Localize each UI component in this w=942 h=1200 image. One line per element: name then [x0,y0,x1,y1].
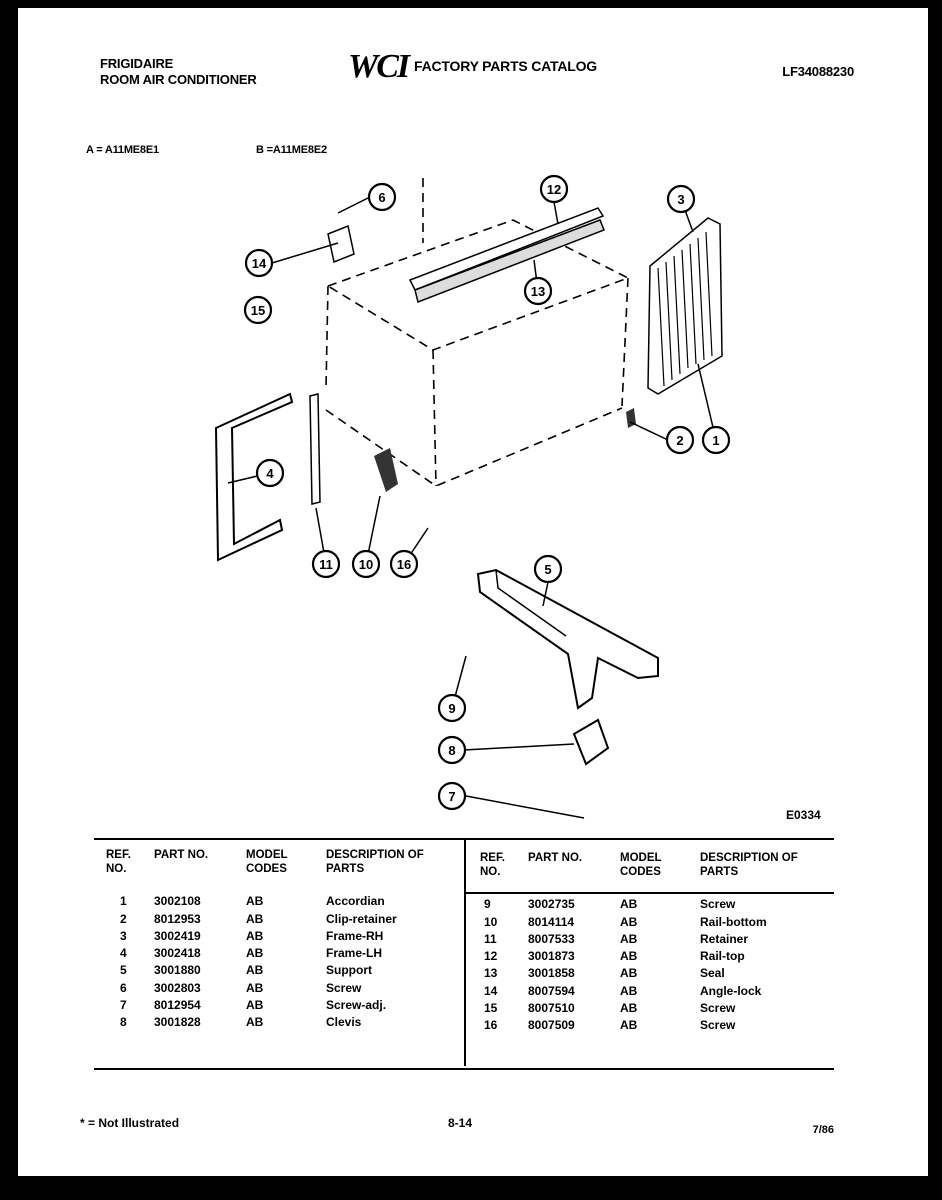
model-codes: AB [246,980,264,995]
part-description: Frame-LH [326,946,383,961]
callout-5 [535,556,561,582]
page-number: 8-14 [448,1116,473,1130]
table-header-row [106,848,456,876]
rail-top-part [410,208,604,302]
model-codes: AB [246,894,264,909]
table-row [480,1017,830,1034]
col-ref-header: REF. NO. [106,849,131,875]
col-codes-header: MODEL CODES [246,849,288,875]
table-row [480,983,830,1000]
callout-leaders [228,197,716,818]
part-no: 3001828 [154,1015,201,1030]
catalog-number: LF34088230 [782,64,854,79]
table-row [480,896,830,913]
callout-14 [246,250,272,276]
brand-name: FRIGIDAIRE [100,56,174,71]
svg-text:9: 9 [448,701,456,716]
model-codes: AB [620,931,638,946]
table-row [106,945,456,962]
table-row [480,1000,830,1017]
part-description: Support [326,963,372,978]
catalog-page [18,8,928,1176]
part-description: Screw-adj. [326,998,387,1013]
part-no: 8007533 [528,931,575,946]
ref-no: 3 [120,928,127,943]
svg-text:1: 1 [712,433,720,448]
col-part-header: PART NO. [154,849,209,861]
model-codes: AB [246,928,264,943]
svg-text:5: 5 [544,562,552,577]
model-codes: AB [246,998,264,1013]
ref-no: 13 [484,966,498,981]
table-header-row [480,851,830,879]
callout-2 [667,427,693,453]
svg-text:7: 7 [448,789,456,804]
part-description: Clip-retainer [326,911,397,926]
diagram-code: E0334 [786,808,821,822]
ref-no: 12 [484,949,498,964]
part-description: Screw [700,1018,736,1033]
svg-text:15: 15 [250,303,266,318]
catalog-title: FACTORY PARTS CATALOG [414,58,597,74]
product-type: ROOM AIR CONDITIONER [100,72,257,87]
table-divider [464,838,466,1066]
ref-no: 7 [120,998,127,1013]
clip-retainer-part [626,408,636,428]
svg-text:2: 2 [676,433,684,448]
exploded-parts-diagram [18,8,928,828]
part-description: Clevis [326,1015,362,1030]
part-description: Retainer [700,931,749,946]
rail-bottom-part [374,448,398,492]
callout-8 [439,737,465,763]
ref-no: 15 [484,1001,498,1016]
svg-text:3: 3 [677,192,685,207]
svg-text:4: 4 [266,466,274,481]
parts-table-right [480,851,830,1035]
model-codes: AB [620,966,638,981]
svg-text:12: 12 [546,182,562,197]
part-no: 3001880 [154,963,201,978]
table-row [106,980,456,997]
part-no: 3002418 [154,946,201,961]
callout-6 [369,184,395,210]
part-description: Rail-top [700,949,745,964]
callout-1 [703,427,729,453]
part-description: Frame-RH [326,928,384,943]
ref-no: 5 [120,963,127,978]
revision-date: 7/86 [812,1124,834,1136]
table-bottom-rule [94,1068,834,1070]
col-desc-header: DESCRIPTION OF PARTS [326,849,424,875]
parts-table-left [106,848,456,1032]
model-codes: AB [246,911,264,926]
ref-no: 10 [484,914,498,929]
callout-9 [439,695,465,721]
part-no: 3002419 [154,928,201,943]
table-row [106,1014,456,1031]
model-a: A = A11ME8E1 [86,144,159,156]
col-codes-header: MODEL CODES [620,852,662,878]
part-description: Angle-lock [700,983,762,998]
part-no: 8012954 [154,998,201,1013]
part-no: 3001873 [528,949,575,964]
callout-3 [668,186,694,212]
part-description: Screw [326,980,362,995]
ref-no: 14 [484,983,498,998]
callout-13 [525,278,551,304]
table-row [106,962,456,979]
svg-text:16: 16 [396,557,412,572]
callout-15 [245,297,271,323]
table-row [480,948,830,965]
model-codes: AB [620,949,638,964]
ref-no: 1 [120,894,127,909]
svg-text:14: 14 [251,256,267,271]
callout-4 [257,460,283,486]
part-no: 3002108 [154,894,201,909]
table-row [106,928,456,945]
table-row [106,911,456,928]
svg-text:11: 11 [319,557,333,572]
ref-no: 11 [484,931,497,946]
model-codes: AB [620,1001,638,1016]
svg-text:10: 10 [358,557,374,572]
model-b: B =A11ME8E2 [256,144,327,156]
part-no: 8007509 [528,1018,575,1033]
table-row [480,965,830,982]
part-no: 8007594 [528,983,575,998]
part-description: Seal [700,966,725,981]
model-codes: AB [620,1018,638,1033]
part-no: 8014114 [528,914,575,929]
svg-text:8: 8 [448,743,456,758]
part-description: Rail-bottom [700,914,767,929]
table-row [480,931,830,948]
part-description: Screw [700,1001,736,1016]
model-codes: AB [246,963,264,978]
svg-text:6: 6 [378,190,386,205]
retainer-part [310,394,320,504]
support-part [478,570,658,708]
col-part-header: PART NO. [528,852,583,864]
svg-text:13: 13 [530,284,546,299]
model-codes: AB [246,1015,264,1030]
ref-no: 16 [484,1018,498,1033]
table-row [106,893,456,910]
part-description: Accordian [326,894,385,909]
callout-11 [313,551,339,577]
part-no: 8007510 [528,1001,575,1016]
ref-no: 2 [120,911,127,926]
clevis-part [574,720,608,764]
frame-rh-part [648,218,722,394]
col-desc-header: DESCRIPTION OF PARTS [700,852,798,878]
part-description: Screw [700,897,736,912]
table-row [480,914,830,931]
angle-lock-part [328,226,354,262]
wci-logo: WCI [348,48,409,85]
model-codes: AB [620,983,638,998]
model-codes: AB [620,914,638,929]
callout-16 [391,551,417,577]
part-no: 3001858 [528,966,575,981]
callout-10 [353,551,379,577]
model-codes: AB [620,897,638,912]
part-no: 8012953 [154,911,201,926]
table-row [106,997,456,1014]
ref-no: 9 [484,897,491,912]
part-no: 3002735 [528,897,575,912]
callout-12 [541,176,567,202]
model-codes: AB [246,946,264,961]
footnote: * = Not Illustrated [80,1116,180,1130]
ref-no: 4 [120,946,127,961]
ref-no: 8 [120,1015,127,1030]
col-ref-header: REF. NO. [480,852,505,878]
callout-7 [439,783,465,809]
ref-no: 6 [120,980,127,995]
part-no: 3002803 [154,980,201,995]
